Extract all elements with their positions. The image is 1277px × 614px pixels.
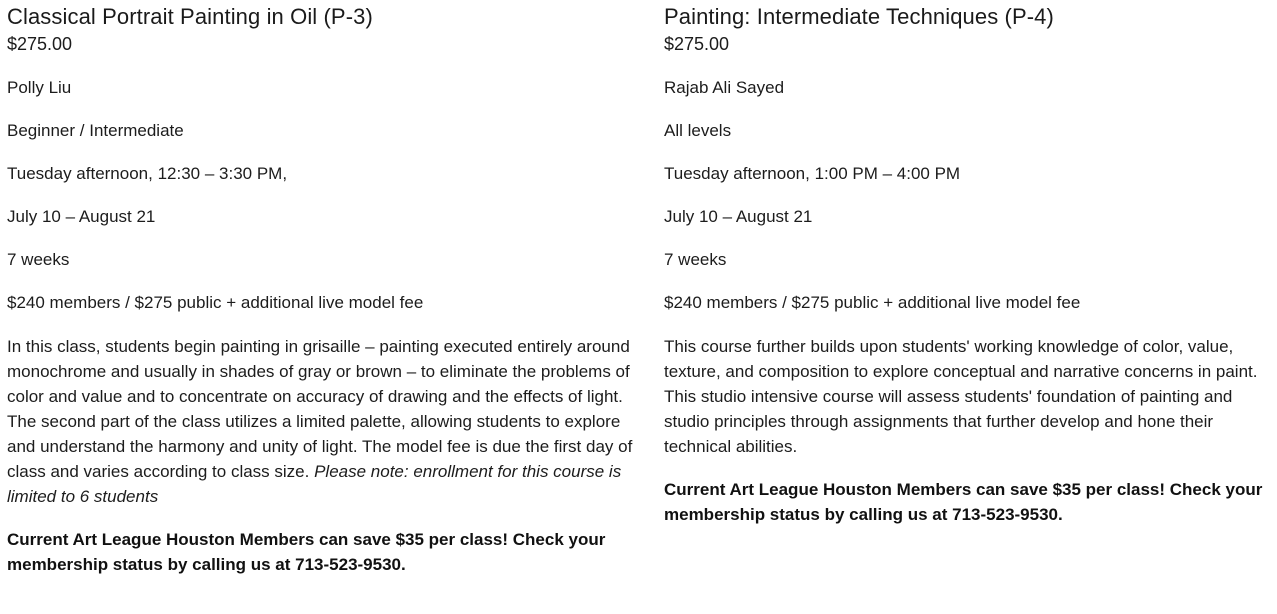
- course-card-p4: [664, 0, 1274, 527]
- course-title: Classical Portrait Painting in Oil (P-3): [7, 4, 373, 29]
- course-enrollment-note: Please note: enrollment for this course is limited to 6 students: [7, 462, 622, 506]
- member-promo: Current Art League Houston Members can save $35 per class! Check your membership status by calling us at 713-523-9530.: [7, 530, 606, 574]
- course-duration: 7 weeks: [664, 250, 727, 269]
- course-fees: $240 members / $275 public + additional live model fee: [7, 293, 424, 312]
- course-dates: July 10 – August 21: [664, 207, 813, 226]
- course-schedule: Tuesday afternoon, 1:00 PM – 4:00 PM: [664, 164, 961, 183]
- course-price: $275.00: [7, 34, 73, 54]
- course-card-p3: [7, 0, 635, 577]
- course-instructor: Rajab Ali Sayed: [664, 78, 785, 97]
- course-level: Beginner / Intermediate: [7, 121, 184, 140]
- course-price: $275.00: [664, 34, 730, 54]
- course-description: This course further builds upon students' working knowledge of color, value, texture, and composition to explore conceptual and narrative concerns in paint. This studio intensive course will assess students' foundation of painting and studio principles through assignments that further develop and hone their technical abilities.: [664, 337, 1258, 456]
- member-promo: Current Art League Houston Members can save $35 per class! Check your membership status by calling us at 713-523-9530.: [664, 480, 1263, 524]
- course-description: [7, 334, 635, 509]
- course-instructor: Polly Liu: [7, 78, 72, 97]
- course-fees: $240 members / $275 public + additional live model fee: [664, 293, 1081, 312]
- course-description-text: In this class, students begin painting in grisaille – painting executed entirely around monochrome and usually in shades of gray or brown – to eliminate the problems of color and value and to concentrate on accuracy of drawing and the effects of light. The second part of the class utilizes a limited palette, allowing students to explore and understand the harmony and unity of light. The model fee is due the first day of class and varies according to class size.: [7, 337, 633, 481]
- course-duration: 7 weeks: [7, 250, 70, 269]
- course-dates: July 10 – August 21: [7, 207, 156, 226]
- course-schedule: Tuesday afternoon, 12:30 – 3:30 PM,: [7, 164, 288, 183]
- course-title: Painting: Intermediate Techniques (P-4): [664, 4, 1054, 29]
- course-level: All levels: [664, 121, 732, 140]
